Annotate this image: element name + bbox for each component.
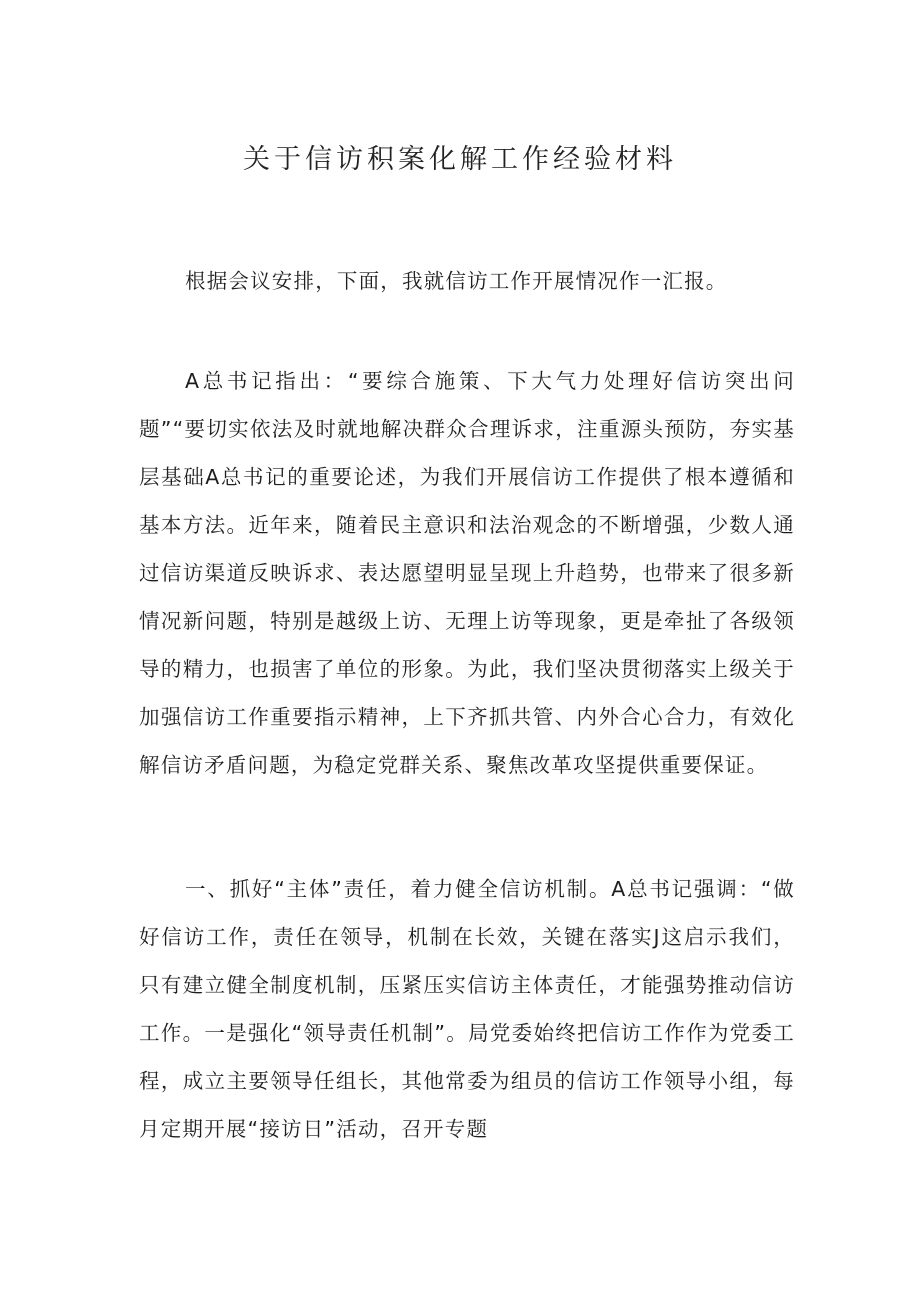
paragraph-intro: 根据会议安排，下面，我就信访工作开展情况作一汇报。: [185, 269, 728, 293]
paragraph-section-one: 一、抓好“主体”责任，着力健全信访机制。A总书记强调：“做好信访工作，责任在领导，机制在长效，关键在落实J这启示我们，只有建立健全制度机制，压紧压实信访主体责任，才能强势推动信访工作。一是强化“领导责任机制”。局党委始终把信访工作作为党委工程，成立主要领导任组长，其他常委为组员的信访工作领导小组，每月定期开展“接访日”活动，召开专题: [139, 877, 795, 1141]
paragraph-background: A总书记指出：“要综合施策、下大气力处理好信访突出问题”“要切实依法及时就地解决群众合理诉求，注重源头预防，夯实基层基础A总书记的重要论述，为我们开展信访工作提供了根本遵循和基本方法。近年来，随着民主意识和法治观念的不断增强，少数人通过信访渠道反映诉求、表达愿望明显呈现上升趋势，也带来了很多新情况新问题，特别是越级上访、无理上访等现象，更是牵扯了各级领导的精力，也损害了单位的形象。为此，我们坚决贯彻落实上级关于加强信访工作重要指示精神，上下齐抓共管、内外合心合力，有效化解信访矛盾问题，为稳定党群关系、聚焦改革攻坚提供重要保证。: [139, 369, 795, 777]
document-title: 关于信访积案化解工作经验材料: [243, 144, 677, 175]
